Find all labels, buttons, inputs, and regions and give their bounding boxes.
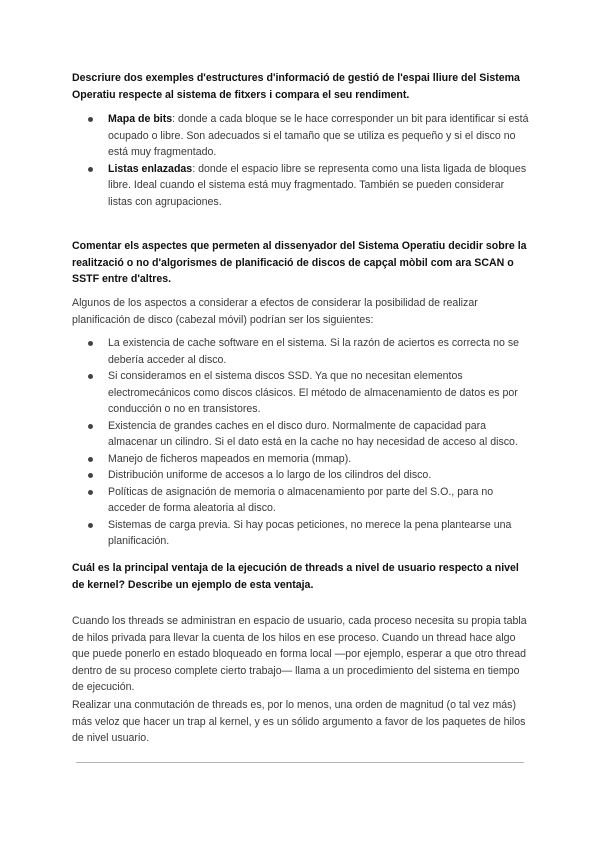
bullet-icon <box>88 167 93 172</box>
list-item-text: Existencia de grandes caches en el disco duro. Normalmente de capacidad para almacenar un cilindro. Si el dato está en la cache no hay necesidad de acceso al disco. <box>108 419 518 448</box>
list-item <box>72 111 530 161</box>
question-3: Cuál es la principal ventaja de la ejecución de threads a nivel de usuario respecto a nivel de kernel? Describe un ejemplo de esta ventaja. <box>72 562 519 591</box>
free-space-list <box>72 111 530 210</box>
list-item <box>72 418 530 451</box>
bullet-icon <box>88 374 93 379</box>
bullet-icon <box>88 341 93 346</box>
list-item-text: Sistemas de carga previa. Si hay pocas peticiones, no merece la pena plantearse una planificación. <box>108 518 512 547</box>
list-item <box>72 161 530 211</box>
list-item-text: Políticas de asignación de memoria o almacenamiento por parte del S.O., para no acceder de forma aleatoria al disco. <box>108 485 494 514</box>
bullet-icon <box>88 523 93 528</box>
bullet-icon <box>88 473 93 478</box>
list-item <box>72 517 530 550</box>
question-2: Comentar els aspectes que permeten al dissenyador del Sistema Operatiu decidir sobre la realització o no d'algorismes de planificació de discos de capçal mòbil com ara SCAN o SSTF entre d'altres. <box>72 240 527 285</box>
body-paragraph: Realizar una conmutación de threads es, por lo menos, una orden de magnitud (o tal vez más) más veloz que hacer un trap al kernel, y es un sólido argumento a favor de los paquetes de hilos de nivel usuario. <box>72 699 526 744</box>
list-item-term: Mapa de bits <box>108 113 173 125</box>
question-1: Descriure dos exemples d'estructures d'informació de gestió de l'espai lliure del Sistema Operatiu respecte al sistema de fitxers i compara el seu rendiment. <box>72 72 520 101</box>
list-item <box>72 368 530 418</box>
list-item-text: Manejo de ficheros mapeados en memoria (mmap). <box>108 452 352 465</box>
list-item-text: : donde a cada bloque se le hace corresponder un bit para identificar si está ocupado o libre. Son adecuados si el tamaño que se utiliza es pequeño y si el disco no está muy fragmentado. <box>108 113 529 158</box>
list-item-text: La existencia de cache software en el sistema. Si la razón de aciertos es correcta no se debería acceder al disco. <box>108 337 520 366</box>
list-item-term: Listas enlazadas <box>108 162 193 175</box>
bullet-icon <box>88 424 93 429</box>
divider <box>76 762 524 763</box>
list-item-text: Si consideramos en el sistema discos SSD. Ya que no necesitan elementos electromecánicos como discos clásicos. El método de almacenamiento de datos es por conducción o no en transistores. <box>108 370 518 415</box>
list-item-text: Distribución uniforme de accesos a lo largo de los cilindros del disco. <box>108 469 432 481</box>
list-item <box>72 484 530 517</box>
list-item <box>72 335 530 368</box>
list-item <box>72 467 530 484</box>
list-item-text: : donde el espacio libre se representa como una lista ligada de bloques libre. Ideal cuando el sistema está muy fragmentado. También se pueden considerar listas con agrupaciones. <box>108 162 527 208</box>
body-paragraph: Cuando los threads se administran en espacio de usuario, cada proceso necesita su propia tabla de hilos privada para llevar la cuenta de los hilos en ese proceso. Cuando un thread hace algo que puede ponerlo en estado bloqueado en forma local —por ejemplo, esperar a que otro thread dentro de su proceso complete cierto trabajo— llama a un procedimiento del sistema en tiempo de ejecución. <box>72 615 527 693</box>
disk-scheduling-list <box>72 335 530 550</box>
intro-paragraph: Algunos de los aspectos a considerar a efectos de considerar la posibilidad de realizar planificación de disco (cabezal móvil) podrían ser los siguientes: <box>72 297 478 326</box>
list-item <box>72 451 530 468</box>
bullet-icon <box>88 490 93 495</box>
bullet-icon <box>88 117 93 122</box>
bullet-icon <box>88 457 93 462</box>
